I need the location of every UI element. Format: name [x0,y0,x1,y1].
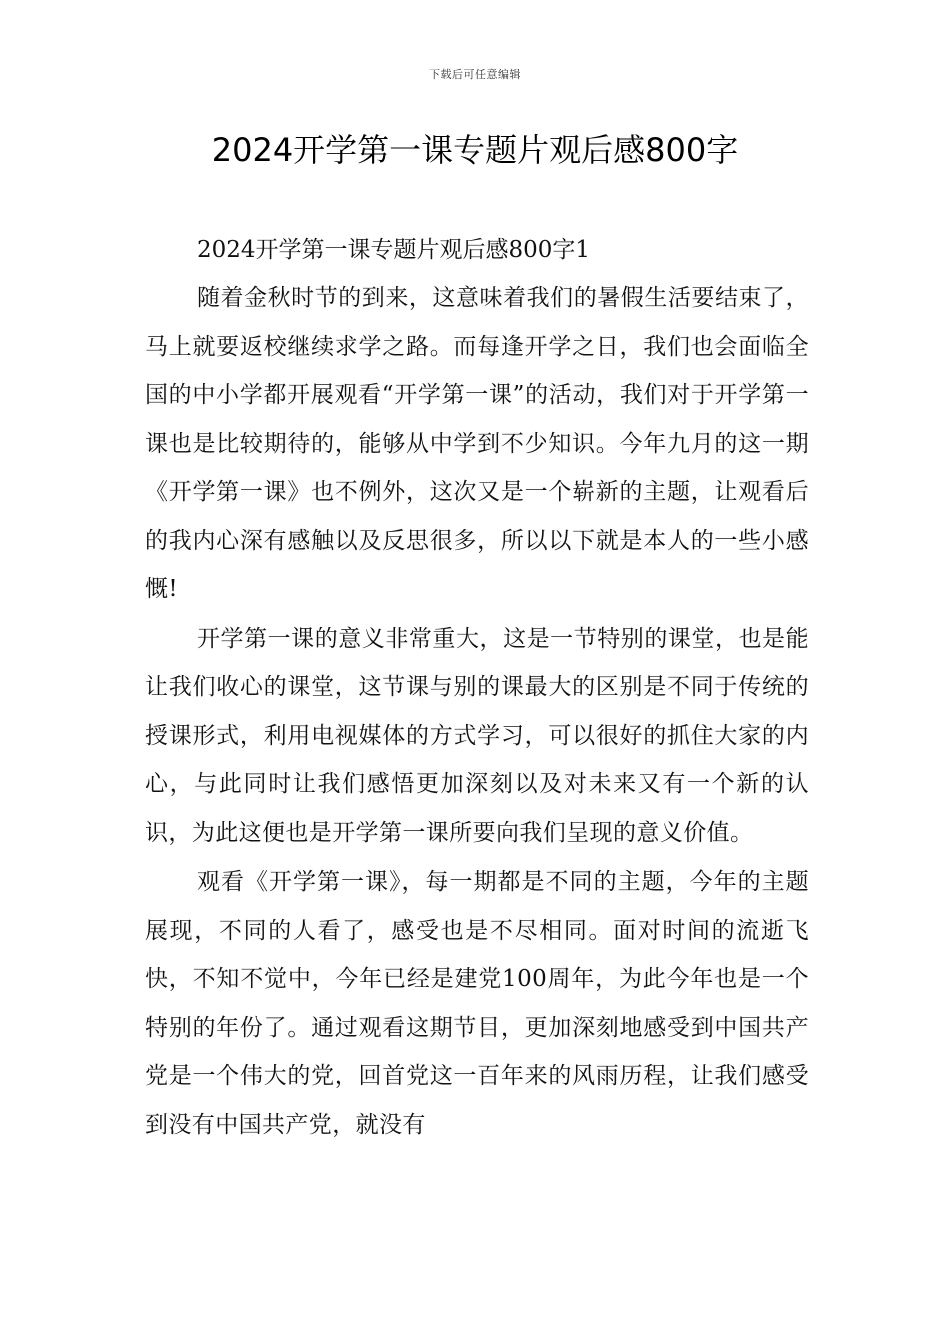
section-subtitle: 2024开学第一课专题片观后感800字1 [197,237,591,263]
paragraph: 观看《开学第一课》，每一期都是不同的主题，今年的主题展现，不同的人看了，感受也是不尽相同。面对时间的流逝飞快，不知不觉中，今年已经是建党100周年，为此今年也是一个特别的年份了。通过观看这期节目，更加深刻地感受到中国共产党是一个伟大的党，回首党这一百年来的风雨历程，让我们感受到没有中国共产党，就没有 [145,869,809,1138]
document-title: 2024开学第一课专题片观后感800字 [211,131,739,169]
paragraph: 开学第一课的意义非常重大，这是一节特别的课堂，也是能让我们收心的课堂，这节课与别的课最大的区别是不同于传统的授课形式，利用电视媒体的方式学习，可以很好的抓住大家的内心，与此同时让我们感悟更加深刻以及对未来又有一个新的认识，为此这便也是开学第一课所要向我们呈现的意义价值。 [145,625,809,846]
header-note: 下载后可任意编辑 [429,68,521,81]
paragraph: 随着金秋时节的到来，这意味着我们的暑假生活要结束了，马上就要返校继续求学之路。而每逢开学之日，我们也会面临全国的中小学都开展观看“开学第一课”的活动，我们对于开学第一课也是比较期待的，能够从中学到不少知识。今年九月的这一期《开学第一课》也不例外，这次又是一个崭新的主题，让观看后的我内心深有感触以及反思很多，所以以下就是本人的一些小感慨! [145,285,809,602]
document-body [145,226,809,1149]
